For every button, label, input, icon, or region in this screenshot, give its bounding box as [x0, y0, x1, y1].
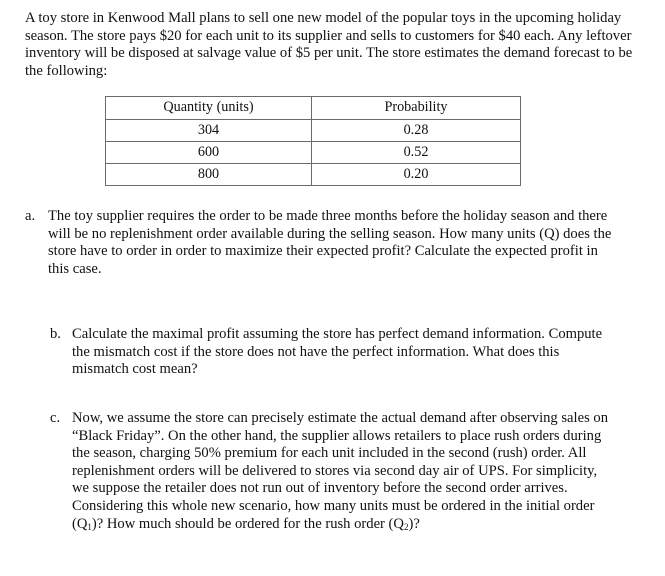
- question-a-text: The toy supplier requires the order to be made three months before the holiday season and there will be no replenishment order available during the selling season. How many units (Q) does the store have to order in order to maximize their expected profit? Calculate the expected profit in this case.: [48, 208, 612, 277]
- question-a-marker: a.: [25, 208, 36, 224]
- demand-forecast-table: [105, 96, 521, 186]
- subscript-2: 2: [403, 521, 409, 532]
- probability-cell: 0.20: [312, 164, 521, 186]
- subscript-1: 1: [87, 521, 92, 532]
- question-c-text: [72, 410, 610, 533]
- question-c-main: Now, we assume the store can precisely estimate the actual demand after observing sales on “Black Friday”. On the other hand, the supplier allows retailers to place rush orders during the season, charging 50% premium for each unit included in the second (rush) order. All replenishment orders will be delivered to stores via second day air of UPS. For simplicity, we suppose the retailer does not run out of inventory before the second order arrives. Considering this whole new scenario, how many units must be ordered in the initial order (Q: [72, 410, 608, 532]
- quantity-cell: 600: [106, 142, 312, 164]
- probability-cell: 0.52: [312, 142, 521, 164]
- probability-cell: 0.28: [312, 120, 521, 142]
- question-b: [50, 326, 615, 379]
- question-b-marker: b.: [50, 326, 61, 342]
- table-row: [106, 142, 521, 164]
- table-row: [106, 120, 521, 142]
- table-row: [106, 164, 521, 186]
- problem-intro: A toy store in Kenwood Mall plans to sell one new model of the popular toys in the upcoming holiday season. The store pays $20 for each unit to its supplier and sells to customers for $40 each. Any leftover inventory will be disposed at salvage value of $5 per unit. The store estimates the demand forecast to be the following:: [25, 10, 633, 79]
- quantity-cell: 304: [106, 120, 312, 142]
- question-b-text: Calculate the maximal profit assuming the store has perfect demand information. Compute the mismatch cost if the store does not have the perfect information. What does this mismatch cost mean?: [72, 326, 603, 378]
- question-c-mid: )? How much should be ordered for the rush order (Q: [91, 515, 404, 532]
- header-quantity: Quantity (units): [106, 97, 312, 120]
- question-c-end: )?: [408, 515, 420, 532]
- quantity-cell: 800: [106, 164, 312, 186]
- question-c: [50, 410, 610, 533]
- question-c-marker: c.: [50, 410, 61, 426]
- header-probability: Probability: [312, 97, 521, 120]
- table-header-row: [106, 97, 521, 120]
- question-a: [25, 208, 615, 278]
